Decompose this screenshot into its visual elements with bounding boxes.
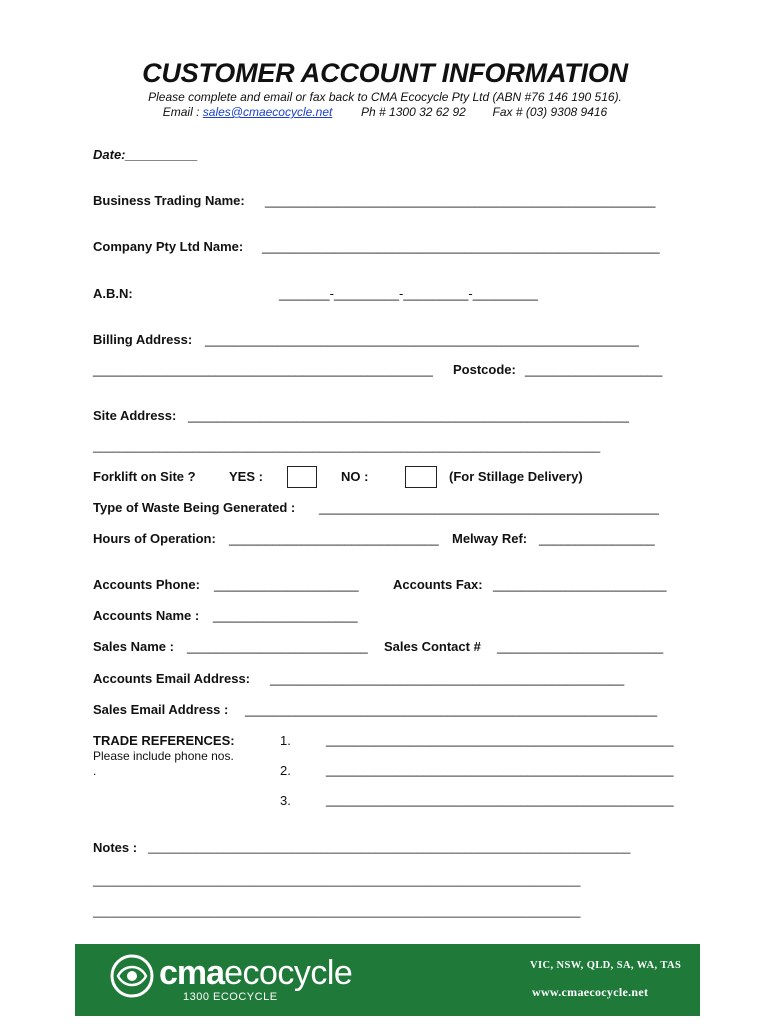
sales-contact-label: Sales Contact # bbox=[384, 639, 481, 654]
yes-checkbox[interactable] bbox=[287, 466, 317, 488]
melway-field[interactable]: ________________ bbox=[539, 531, 655, 546]
yes-label: YES : bbox=[229, 469, 263, 484]
trade-references-note: Please include phone nos. bbox=[93, 749, 234, 763]
accounts-name-label: Accounts Name : bbox=[93, 608, 200, 623]
postcode-field[interactable]: ___________________ bbox=[525, 362, 663, 377]
sales-email-field[interactable]: _________________________________________________________ bbox=[245, 702, 658, 717]
trade-ref-field[interactable]: __________________________________________________ bbox=[326, 763, 674, 777]
website-link[interactable]: www.cmaecocycle.net bbox=[532, 985, 649, 999]
site-address-label: Site Address: bbox=[93, 408, 177, 423]
hours-field[interactable]: _____________________________ bbox=[229, 531, 439, 546]
no-checkbox[interactable] bbox=[405, 466, 437, 488]
phone-word: 1300 ECOCYCLE bbox=[183, 991, 278, 1003]
footer-banner bbox=[75, 944, 700, 1016]
site-address-field-2[interactable]: ____________________________________________________________________________ bbox=[93, 439, 601, 453]
accounts-email-field[interactable]: _________________________________________________ bbox=[270, 671, 625, 686]
trade-references-label: TRADE REFERENCES: bbox=[93, 733, 235, 748]
cma-logo-icon bbox=[108, 952, 156, 1000]
sales-email-label: Sales Email Address : bbox=[93, 702, 229, 717]
trade-ref-field[interactable]: __________________________________________________ bbox=[326, 733, 674, 747]
accounts-phone-field[interactable]: ____________________ bbox=[214, 577, 359, 592]
notes-field-1[interactable]: ______________________________________________________________________ bbox=[148, 840, 631, 854]
postcode-label: Postcode: bbox=[453, 362, 516, 377]
accounts-phone-label: Accounts Phone: bbox=[93, 577, 200, 592]
company-name-label: Company Pty Ltd Name: bbox=[93, 239, 244, 254]
accounts-fax-field[interactable]: ________________________ bbox=[493, 577, 667, 592]
abn-field[interactable]: _______-_________-_________-_________ bbox=[279, 286, 538, 301]
no-label: NO : bbox=[341, 469, 369, 484]
stillage-note: (For Stillage Delivery) bbox=[449, 469, 583, 484]
site-address-field-1[interactable]: _____________________________________________________________ bbox=[188, 408, 630, 423]
billing-address-field-1[interactable]: ____________________________________________________________ bbox=[205, 332, 639, 347]
email-link[interactable]: sales@cmaecocycle.net bbox=[202, 105, 333, 119]
accounts-email-label: Accounts Email Address: bbox=[93, 671, 251, 686]
notes-label: Notes : bbox=[93, 840, 138, 855]
fax-text: Fax # (03) 9308 9416 bbox=[492, 105, 608, 119]
date-field[interactable]: Date:__________ bbox=[93, 147, 198, 162]
abn-label: A.B.N: bbox=[93, 286, 133, 301]
hours-label: Hours of Operation: bbox=[93, 531, 216, 546]
states-text: VIC, NSW, QLD, SA, WA, TAS bbox=[530, 960, 682, 971]
page-title: CUSTOMER ACCOUNT INFORMATION bbox=[142, 58, 628, 88]
trade-references-dot: . bbox=[93, 764, 97, 778]
brand-logo-text: cmaecocycle bbox=[159, 954, 353, 992]
melway-label: Melway Ref: bbox=[452, 531, 528, 546]
phone-text: Ph # 1300 32 62 92 bbox=[361, 105, 466, 119]
sales-contact-field[interactable]: _______________________ bbox=[497, 639, 664, 654]
instructions-text: Please complete and email or fax back to CMA Ecocycle Pty Ltd (ABN #76 146 190 516). bbox=[148, 90, 622, 104]
waste-type-field[interactable]: _______________________________________________ bbox=[319, 500, 659, 515]
forklift-label: Forklift on Site ? bbox=[93, 469, 196, 484]
billing-address-field-2[interactable]: _______________________________________________ bbox=[93, 362, 433, 377]
sales-name-label: Sales Name : bbox=[93, 639, 174, 654]
sales-name-field[interactable]: _________________________ bbox=[187, 639, 368, 654]
waste-type-label: Type of Waste Being Generated : bbox=[93, 500, 296, 515]
trade-ref-number: 3. bbox=[280, 793, 291, 808]
trade-ref-number: 2. bbox=[280, 763, 291, 778]
billing-address-label: Billing Address: bbox=[93, 332, 193, 347]
trade-ref-field[interactable]: __________________________________________________ bbox=[326, 793, 674, 807]
company-name-field[interactable]: _______________________________________________________ bbox=[262, 239, 660, 254]
accounts-name-field[interactable]: ____________________ bbox=[213, 608, 358, 623]
business-trading-name-label: Business Trading Name: bbox=[93, 193, 245, 208]
trade-ref-number: 1. bbox=[280, 733, 291, 748]
email-prefix: Email : bbox=[162, 105, 203, 119]
notes-field-2[interactable]: ___________________________________________________________________________ bbox=[93, 874, 581, 887]
contact-line bbox=[0, 105, 770, 119]
notes-field-3[interactable]: ___________________________________________________________________________ bbox=[93, 905, 581, 918]
business-trading-name-field[interactable]: ______________________________________________________ bbox=[265, 193, 656, 208]
accounts-fax-label: Accounts Fax: bbox=[393, 577, 483, 592]
